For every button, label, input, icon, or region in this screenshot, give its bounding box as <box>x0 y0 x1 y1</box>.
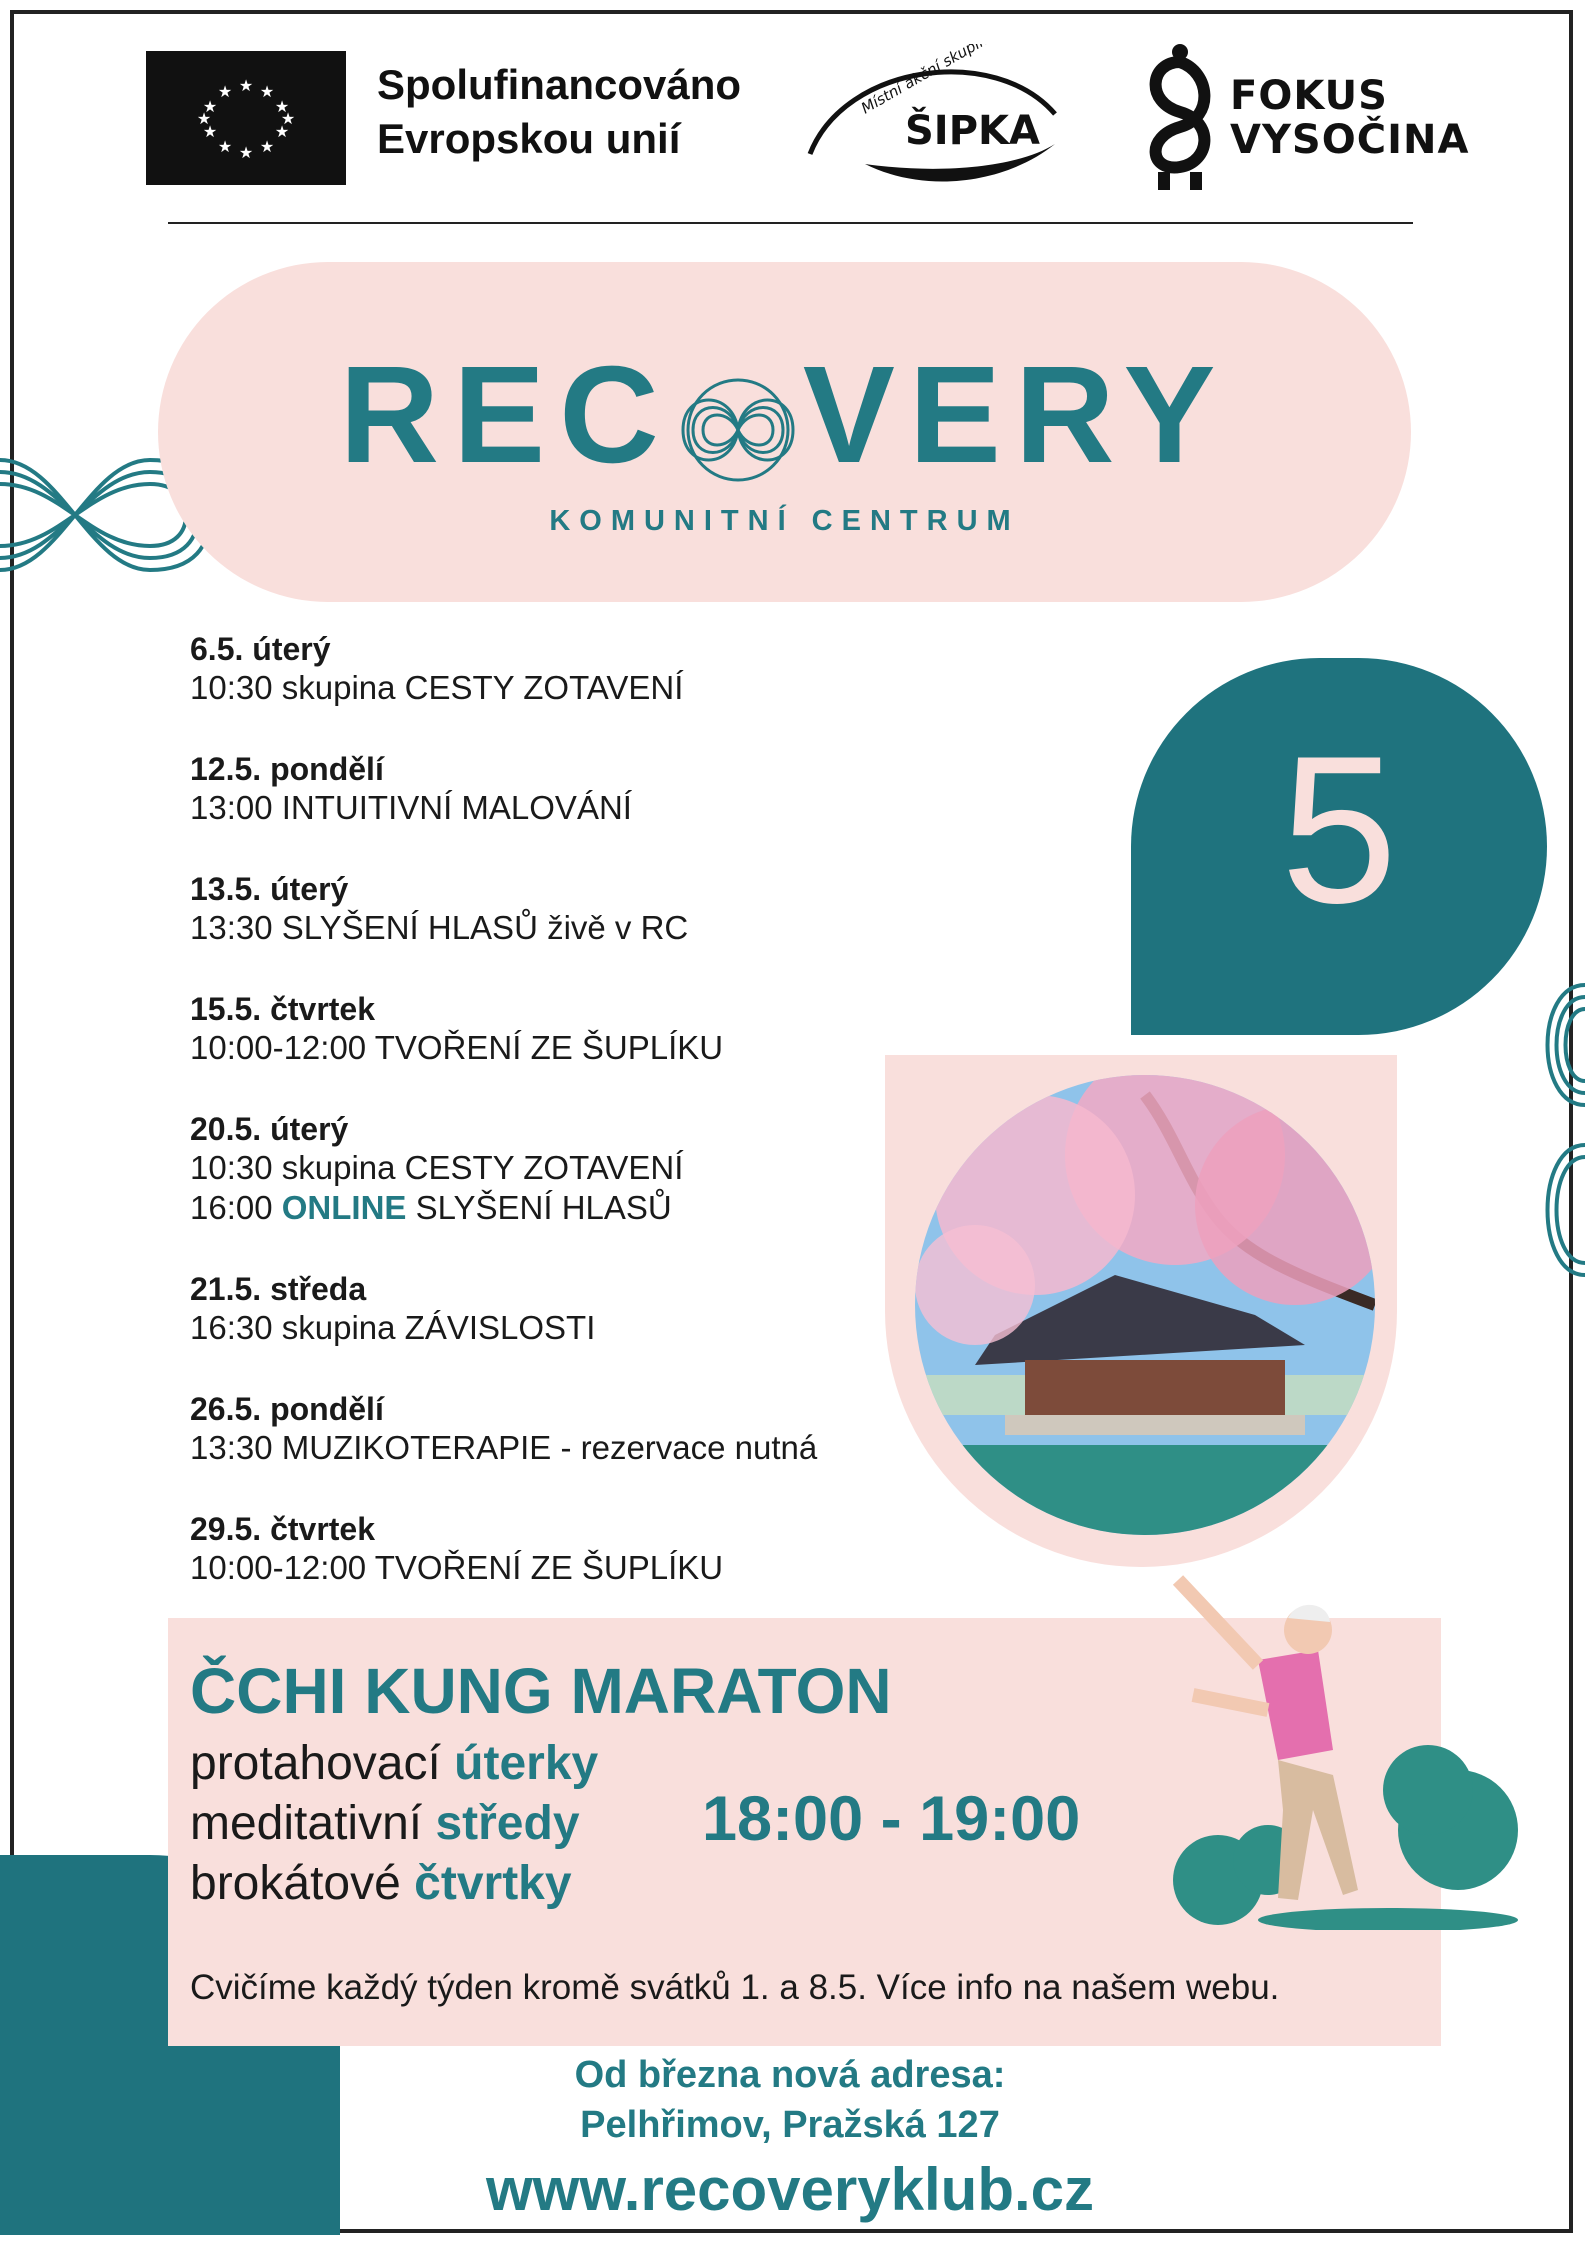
event-detail <box>190 788 950 828</box>
svg-text:★: ★ <box>202 97 218 116</box>
header-divider <box>168 222 1413 224</box>
sipka-logo <box>805 44 1060 189</box>
infinity-o-icon <box>673 363 803 473</box>
qigong-person-illustration <box>1158 1560 1518 1930</box>
svg-text:★: ★ <box>238 76 254 95</box>
infinity-edge-icon <box>1525 975 1585 1285</box>
svg-text:★: ★ <box>259 137 275 156</box>
qigong-days: protahovací úterky meditativní středy brokátové čtvrtky <box>190 1737 599 1910</box>
svg-text:★: ★ <box>274 122 290 141</box>
event-date: 29.5. čtvrtek <box>190 1511 376 1547</box>
svg-text:★: ★ <box>238 143 254 162</box>
event-text: 13:30 MUZIKOTERAPIE - rezervace nutná <box>190 1429 818 1466</box>
event-item <box>190 1110 950 1228</box>
qigong-time: 18:00 - 19:00 <box>702 1784 1081 1854</box>
event-detail <box>190 908 950 948</box>
event-detail <box>190 1308 950 1348</box>
page-title: REC VERY <box>339 338 1230 492</box>
event-text: 16:30 skupina ZÁVISLOSTI <box>190 1309 596 1346</box>
event-item <box>190 870 950 948</box>
event-text: 13:00 INTUITIVNÍ MALOVÁNÍ <box>190 789 632 826</box>
svg-text:ŠIPKA: ŠIPKA <box>905 108 1040 154</box>
event-detail <box>190 1028 950 1068</box>
event-detail <box>190 668 950 708</box>
page-subtitle: KOMUNITNÍ CENTRUM <box>549 505 1020 537</box>
event-date: 26.5. pondělí <box>190 1391 384 1427</box>
eu-cofunding-text: Spolufinancováno Evropskou unií <box>377 61 742 162</box>
svg-text:★: ★ <box>217 137 233 156</box>
fokus-knot-icon <box>1140 42 1220 192</box>
svg-text:★: ★ <box>280 109 296 128</box>
svg-text:★: ★ <box>274 97 290 116</box>
event-date: 12.5. pondělí <box>190 751 384 787</box>
event-detail <box>190 1548 950 1588</box>
svg-text:Místní akční skupina: Místní akční skupina <box>858 44 999 118</box>
address: Od března nová adresa: Pelhřimov, Pražská 127 <box>574 2054 1006 2146</box>
event-detail <box>190 1428 950 1468</box>
event-item <box>190 1390 950 1468</box>
event-date: 21.5. středa <box>190 1271 367 1307</box>
svg-text:★: ★ <box>202 122 218 141</box>
event-date: 20.5. úterý <box>190 1111 349 1147</box>
svg-text:★: ★ <box>217 82 233 101</box>
event-item <box>190 750 950 828</box>
event-text: 10:00-12:00 TVOŘENÍ ZE ŠUPLÍKU <box>190 1029 724 1066</box>
event-text: 10:30 skupina CESTY ZOTAVENÍ <box>190 669 684 706</box>
svg-text:★: ★ <box>259 82 275 101</box>
event-text: 13:30 SLYŠENÍ HLASŮ živě v RC <box>190 909 689 946</box>
event-item <box>190 1270 950 1348</box>
event-highlight: ONLINE <box>281 1189 407 1226</box>
cherry-blossom-photo <box>915 1075 1375 1535</box>
event-date: 15.5. čtvrtek <box>190 991 376 1027</box>
month-number: 5 <box>1280 712 1398 947</box>
event-text: SLYŠENÍ HLASŮ <box>406 1189 672 1226</box>
svg-text:★: ★ <box>196 109 212 128</box>
event-text: 10:00-12:00 TVOŘENÍ ZE ŠUPLÍKU <box>190 1549 724 1586</box>
event-detail <box>190 1148 950 1188</box>
event-date: 6.5. úterý <box>190 631 331 667</box>
eu-flag-logo <box>146 51 346 185</box>
event-schedule <box>190 630 950 1630</box>
event-item <box>190 630 950 708</box>
event-item <box>190 990 950 1068</box>
qigong-title: ČCHI KUNG MARATON <box>190 1655 892 1727</box>
event-detail <box>190 1188 950 1228</box>
event-date: 13.5. úterý <box>190 871 349 907</box>
qigong-note: Cvičíme každý týden kromě svátků 1. a 8.5. Více info na našem webu. <box>190 1968 1280 2007</box>
website-link[interactable]: www.recoveryklub.cz <box>485 2156 1095 2223</box>
fokus-vysocina-text: FOKUS VYSOČINA <box>1230 73 1470 163</box>
event-item <box>190 1510 950 1588</box>
event-text: 10:30 skupina CESTY ZOTAVENÍ <box>190 1149 684 1186</box>
event-text: 16:00 <box>190 1189 282 1226</box>
